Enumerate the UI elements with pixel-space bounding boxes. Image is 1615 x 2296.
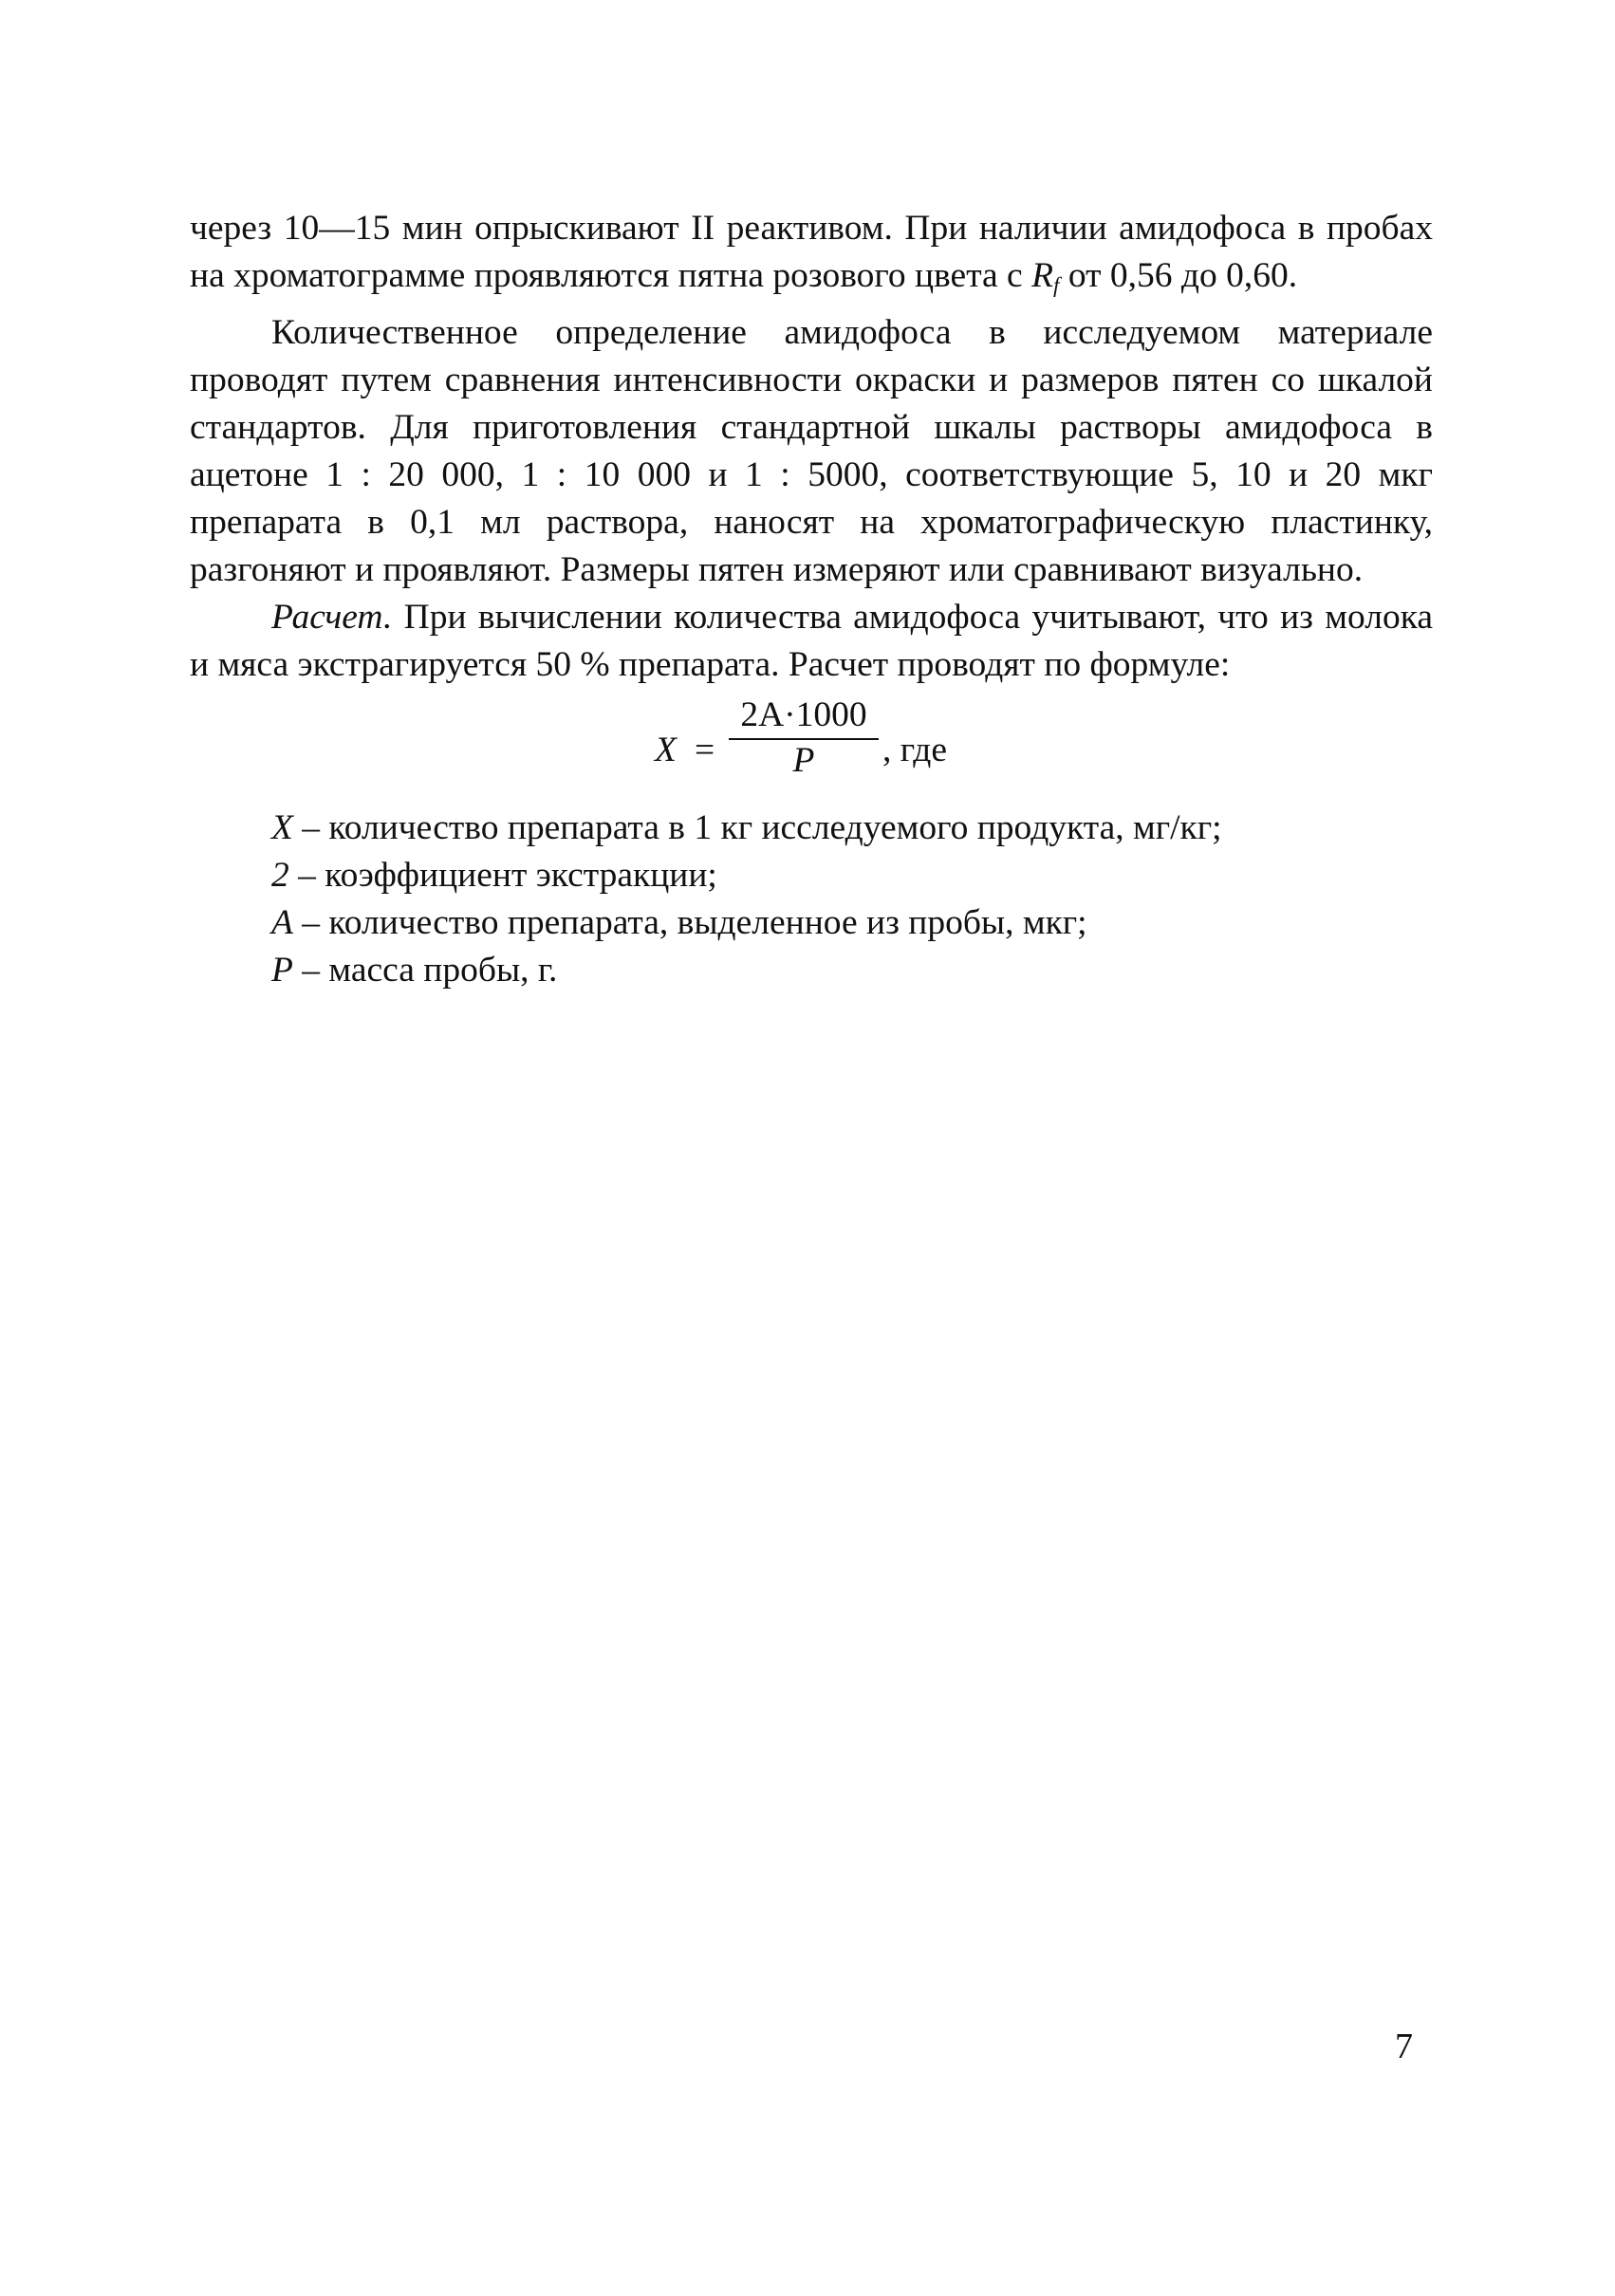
paragraph-calculation [190, 594, 1433, 689]
rf-symbol: R [1031, 256, 1053, 295]
definition-item [190, 852, 1433, 899]
definition-symbol: 2 [271, 855, 289, 895]
definition-symbol: X [271, 807, 293, 847]
formula [190, 694, 1433, 803]
formula-equals: = [695, 730, 715, 769]
rf-subscript: f [1053, 272, 1060, 298]
paragraph-text: через 10—15 мин опрыскивают II реактивом. При наличии амидофоса в пробах на хроматограмме проявляются пятна розового цвета с [190, 209, 1433, 295]
formula-lhs: X [655, 730, 677, 769]
formula-tail: , где [882, 730, 947, 769]
definition-symbol: P [271, 950, 293, 990]
definition-text: – количество препарата в 1 кг исследуемого продукта, мг/кг; [292, 807, 1222, 847]
formula-numerator: 2A·1000 [729, 694, 879, 740]
definition-text: – количество препарата, выделенное из пробы, мкг; [292, 902, 1087, 942]
definition-text: – коэффициент экстракции; [288, 855, 717, 895]
paragraph-detection [190, 205, 1433, 309]
definition-item [190, 899, 1433, 947]
paragraph-quantitative: Количественное определение амидофоса в исследуемом материале проводят путем сравнения интенсивности окраски и размеров пятен со шкалой стандартов. Для приготовления стандартной шкалы растворы амидофоса в ацетоне 1 : 20 000, 1 : 10 000 и 1 : 5000, соответствующие 5, 10 и 20 мкг препарата в 0,1 мл раствора, наносят на хроматографическую пластинку, разгоняют и проявляют. Размеры пятен измеряют или сравнивают визуально. [190, 312, 1433, 589]
body-text [190, 205, 1433, 994]
paragraph-text-end: от 0,56 до 0,60. [1059, 256, 1298, 295]
formula-fraction [729, 694, 879, 782]
definition-symbol: A [271, 902, 293, 942]
definition-item [190, 805, 1433, 852]
definition-item [190, 947, 1433, 994]
formula-definitions [190, 805, 1433, 994]
calculation-text: При вычислении количества амидофоса учитывают, что из молока и мяса экстрагируется 50 % препарата. Расчет проводят по формуле: [190, 597, 1433, 684]
definition-text: – масса пробы, г. [292, 950, 558, 990]
calculation-lead: Расчет. [271, 597, 393, 637]
page-number: 7 [1395, 2027, 1413, 2066]
formula-denominator: P [792, 740, 815, 780]
